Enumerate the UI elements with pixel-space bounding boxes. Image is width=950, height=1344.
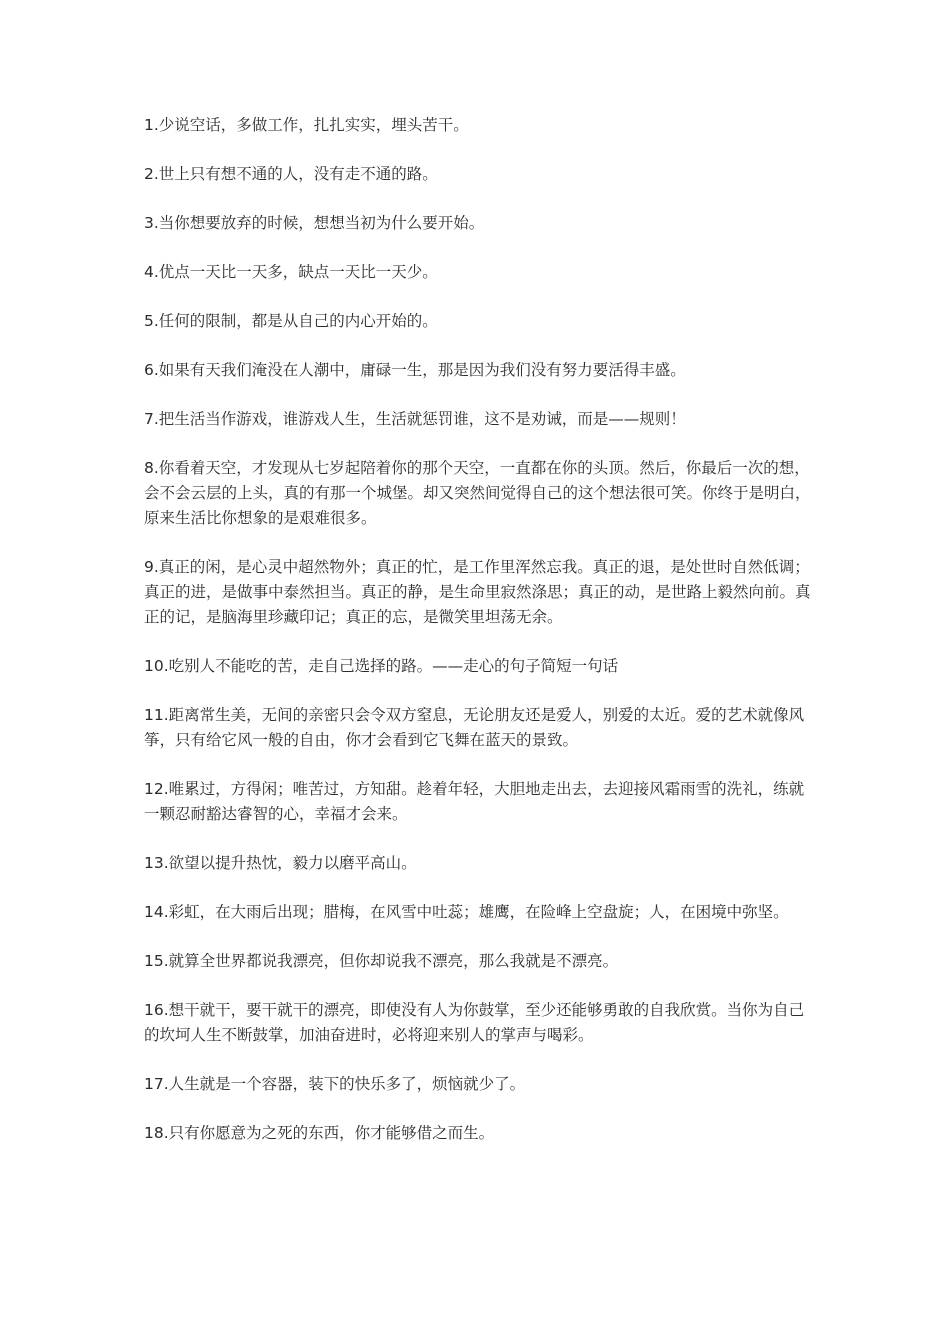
list-item: 3.当你想要放弃的时候，想想当初为什么要开始。: [144, 214, 485, 232]
list-item: 2.世上只有想不通的人，没有走不通的路。: [144, 165, 438, 183]
document-body: [144, 113, 814, 1170]
list-item: 11.距离常生美，无间的亲密只会令双方窒息，无论朋友还是爱人，别爱的太近。爱的艺术就像风筝，只有给它风一般的自由，你才会看到它飞舞在蓝天的景致。: [144, 706, 805, 749]
list-item: 5.任何的限制，都是从自己的内心开始的。: [144, 312, 438, 330]
list-item: 17.人生就是一个容器，装下的快乐多了，烦恼就少了。: [144, 1075, 526, 1093]
list-item: 15.就算全世界都说我漂亮，但你却说我不漂亮，那么我就是不漂亮。: [144, 952, 619, 970]
list-item: 8.你看着天空，才发现从七岁起陪着你的那个天空，一直都在你的头顶。然后，你最后一次的想，会不会云层的上头，真的有那一个城堡。却又突然间觉得自己的这个想法很可笑。你终于是明白，原来生活比你想象的是艰难很多。: [144, 459, 811, 527]
list-item: 10.吃别人不能吃的苦，走自己选择的路。——走心的句子简短一句话: [144, 657, 619, 675]
list-item: 12.唯累过，方得闲；唯苦过，方知甜。趁着年轻，大胆地走出去，去迎接风霜雨雪的洗礼，练就一颗忍耐豁达睿智的心，幸福才会来。: [144, 780, 805, 823]
list-item: 1.少说空话，多做工作，扎扎实实，埋头苦干。: [144, 116, 469, 134]
list-item: 14.彩虹，在大雨后出现；腊梅，在风雪中吐蕊；雄鹰，在险峰上空盘旋；人，在困境中弥坚。: [144, 903, 789, 921]
list-item: 18.只有你愿意为之死的东西，你才能够借之而生。: [144, 1124, 495, 1142]
list-item: 7.把生活当作游戏，谁游戏人生，生活就惩罚谁，这不是劝诫，而是——规则！: [144, 410, 686, 428]
list-item: 16.想干就干，要干就干的漂亮，即使没有人为你鼓掌，至少还能够勇敢的自我欣赏。当你为自己的坎坷人生不断鼓掌，加油奋进时，必将迎来别人的掌声与喝彩。: [144, 1001, 805, 1044]
list-item: 9.真正的闲，是心灵中超然物外；真正的忙，是工作里浑然忘我。真正的退，是处世时自然低调；真正的进，是做事中泰然担当。真正的静，是生命里寂然涤思；真正的动，是世路上毅然向前。真正的记，是脑海里珍藏印记；真正的忘，是微笑里坦荡无余。: [144, 558, 811, 626]
list-item: 13.欲望以提升热忱，毅力以磨平高山。: [144, 854, 417, 872]
list-item: 4.优点一天比一天多，缺点一天比一天少。: [144, 263, 438, 281]
list-item: 6.如果有天我们淹没在人潮中，庸碌一生，那是因为我们没有努力要活得丰盛。: [144, 361, 686, 379]
